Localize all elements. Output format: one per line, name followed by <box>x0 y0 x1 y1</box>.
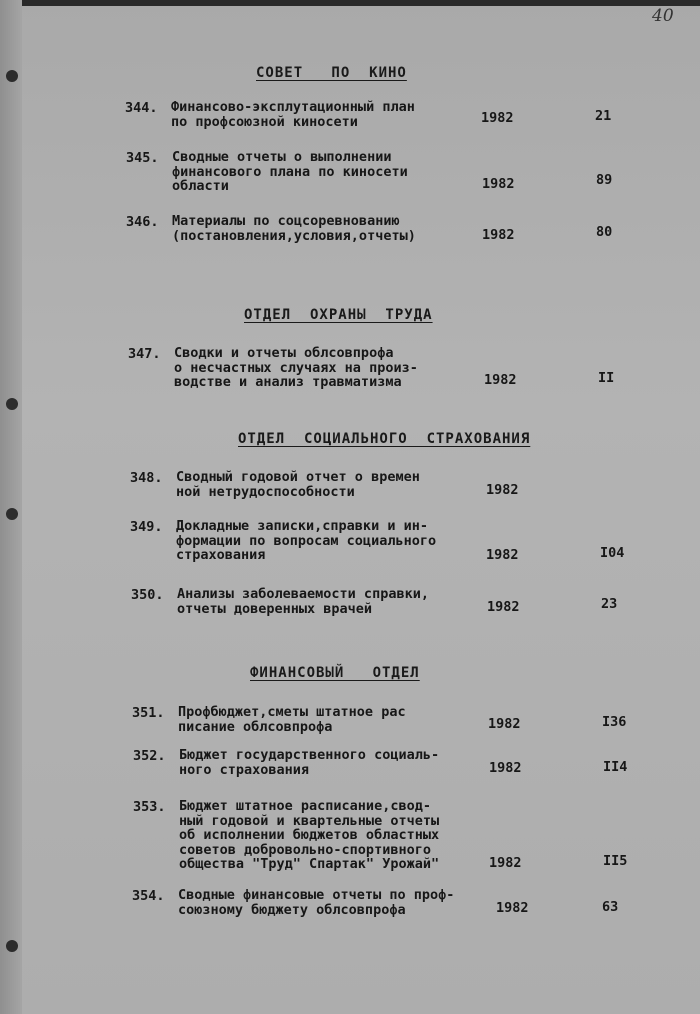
entry-number: 348. <box>130 470 163 486</box>
entry-count: I36 <box>602 714 627 730</box>
entry-description: Сводный годовой отчет о времен ной нетрудоспособности <box>176 469 420 500</box>
entry-year: 1982 <box>489 760 522 776</box>
binding-hole <box>6 70 18 82</box>
top-edge-shadow <box>0 0 700 6</box>
entry-number: 345. <box>126 150 159 166</box>
section-heading: ОТДЕЛ ОХРАНЫ ТРУДА <box>244 307 433 323</box>
list-item <box>130 519 700 579</box>
entry-number: 351. <box>132 705 165 721</box>
entry-year: 1982 <box>487 599 520 615</box>
binding-hole <box>6 398 18 410</box>
entry-count: II <box>598 370 615 386</box>
list-item <box>133 799 700 879</box>
entry-number: 346. <box>126 214 159 230</box>
page-number: 40 <box>652 6 674 26</box>
list-item <box>131 587 700 647</box>
list-item <box>128 346 700 406</box>
entry-description: Докладные записки,справки и ин- формации по вопросам социального страхования <box>176 518 437 563</box>
entry-number: 349. <box>130 519 163 535</box>
entry-description: Финансово-эксплутационный план по профсоюзной киносети <box>171 99 415 130</box>
entry-number: 352. <box>133 748 166 764</box>
entry-year: 1982 <box>488 716 521 732</box>
entry-number: 350. <box>131 587 164 603</box>
entry-description: Сводки и отчеты облсовпрофа о несчастных случаях на произ- водстве и анализ травматизма <box>174 345 418 390</box>
entry-number: 344. <box>125 100 158 116</box>
entry-description: Профбюджет,сметы штатное рас писание облсовпрофа <box>178 704 406 735</box>
section-heading: СОВЕТ ПО КИНО <box>256 65 407 81</box>
entry-description: Бюджет штатное расписание,свод- ный годовой и квартельные отчеты об исполнении бюджетов областных советов добровольно-спортивного общества "Труд" Спартак" Урожай" <box>179 798 440 872</box>
entry-count: 23 <box>601 596 618 612</box>
entry-number: 353. <box>133 799 166 815</box>
list-item <box>126 214 700 274</box>
list-item <box>126 150 700 210</box>
entry-description: Сводные отчеты о выполнении финансового плана по киносети области <box>172 149 408 194</box>
entry-year: 1982 <box>482 176 515 192</box>
binding-hole <box>6 508 18 520</box>
entry-year: 1982 <box>484 372 517 388</box>
entry-count: I04 <box>600 545 625 561</box>
entry-year: 1982 <box>486 547 519 563</box>
entry-description: Анализы заболеваемости справки, отчеты доверенных врачей <box>177 586 429 617</box>
entry-year: 1982 <box>482 227 515 243</box>
entry-count: II4 <box>603 759 628 775</box>
entry-count: 89 <box>596 172 613 188</box>
entry-year: 1982 <box>486 482 519 498</box>
entry-year: 1982 <box>496 900 529 916</box>
binding-hole <box>6 940 18 952</box>
entry-description: Бюджет государственного социаль- ного страхования <box>179 747 440 778</box>
entry-count: 63 <box>602 899 619 915</box>
entry-number: 347. <box>128 346 161 362</box>
section-heading: ФИНАНСОВЫЙ ОТДЕЛ <box>250 665 420 681</box>
entry-description: Сводные финансовые отчеты по проф- союзному бюджету облсовпрофа <box>178 887 455 918</box>
binding-margin <box>0 0 22 1014</box>
section-heading: ОТДЕЛ СОЦИАЛЬНОГО СТРАХОВАНИЯ <box>238 431 531 447</box>
entry-year: 1982 <box>481 110 514 126</box>
list-item <box>132 888 700 948</box>
entry-number: 354. <box>132 888 165 904</box>
entry-count: 80 <box>596 224 613 240</box>
entry-count: II5 <box>603 853 628 869</box>
entry-year: 1982 <box>489 855 522 871</box>
entry-count: 21 <box>595 108 612 124</box>
entry-description: Материалы по соцсоревнованию (постановления,условия,отчеты) <box>172 213 416 244</box>
